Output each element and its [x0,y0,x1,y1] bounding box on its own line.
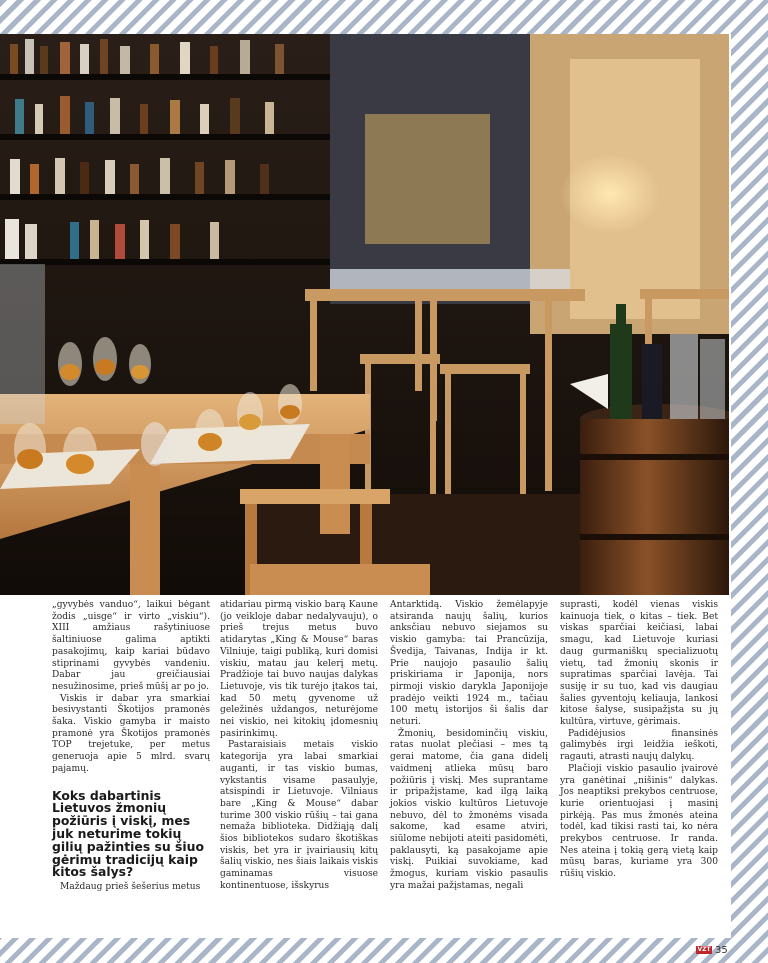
article-column-2 [220,600,378,893]
paragraph: Antarktidą. Viskio žemėlapyje atsiranda naujų šalių, kurios anksčiau nebuvo siejamos su viskio gamyba: tai Prancūzija, Švedija, Taivanas, Indija ir kt. Prie naujojo pasaulio šalių priskiriama ir Japonija, nors pirmoji viskio darykla Japonijoje pradėjo veikti 1924 m., tačiau 100 metų istorijos ši šalis dar neturi. [390,600,548,728]
paragraph: „gyvybės vanduo“, laikui bėgant žodis „uisge“ ir virto „viskiu“). XIII amžiaus rašytiniuose šaltiniuose galima aptikti pasakojimų, kaip kariai būdavo stiprinami gyvybės vandeniu. Dabar jau greičiausiai nesužinosime, prieš mūšį ar po jo. [52,600,210,692]
bar-interior-photo [0,34,729,595]
paragraph: atidariau pirmą viskio barą Kaune (jo veikloje dabar nedalyvauju), o prieš trejus metus buvo atidarytas „King & Mouse“ baras Vilniuje, taigi publiką, kuri domisi viskiu, matau jau kelerį metų. Pradžioje tai buvo naujas dalykas Lietuvoje, vis tik turėjo įtakos tai, kad 50 metų gyvenome už geležinės uždangos, neturėjome nei viskio, nei kitokių įdomesnių pasirinkimų. [220,600,378,739]
paragraph: Maždaug prieš šešerius metus [60,882,201,893]
paragraph: Pastaraisiais metais viskio kategorija yra labai smarkiai auganti, ir tas viskio bumas, vykstantis visame pasaulyje, atsispindi ir Lietuvoje. Vilniaus bare „King & Mouse“ dabar turime 300 viskio rūšių – tai gana nemaža biblioteka. Didžiąją dalį šios bibliotekos sudaro škotiškas viskis, bet yra ir įvairiausių kitų šalių viskio, nes šiais laikais viskis gaminamas visuose kontinentuose, išskyrus [220,740,378,891]
interview-question: Koks dabartinis Lietuvos žmonių požiūris į viskį, mes juk neturime tokių gilių pažinties su šiuo gėrimu tradicijų kaip kitos šalys? [52,787,204,880]
article-column-3 [390,600,548,893]
page-folio [696,944,728,956]
paragraph: Plačioji viskio pasaulio įvairovė yra ganėtinai „nišinis“ dalykas. Jos neaptiksi prekybos centruose, kurie orientuojasi į masinį pirkėją. Pas mus žmonės ateina todėl, kad tikisi rasti tai, ko nėra prekybos centruose. Ir randa. Nes ateina į tokią gerą vietą kaip mūsų baras, kuriame yra 300 rūšių viskio. [560,763,718,880]
paragraph: Viskis ir dabar yra smarkiai besivystanti Škotijos pramonės šaka. Viskio gamyba ir maisto pramonė yra Škotijos pramonės TOP trejetuke, per metus generuoja apie 5 mlrd. svarų pajamų. [52,693,210,774]
page-number: 35 [715,944,728,956]
paragraph: Žmonių, besidominčių viskiu, ratas nuolat plečiasi – mes tą gerai matome, čia gana didelį vaidmenį atlieka mūsų baro požiūris į viskį. Mes suprantame ir pripažįstame, kad ilgą laiką jokios viskio kultūros Lietuvoje nebuvo, dėl to žmonėms visada sakome, kad esame atviri, siūlome nebijoti ateiti pasidomėti, paklausyti, ką pasakojame apie viskį. Puikiai suvokiame, kad žmogus, kuriam viskio pasaulis yra mažai pažįstamas, negali [390,728,548,891]
article-column-4 [560,600,718,881]
magazine-logo: VZT [697,946,711,953]
article-column-1 [52,600,210,894]
paragraph: Padidėjusios finansinės galimybės irgi leidžia ieškoti, ragauti, atrasti naujų dalykų. [560,728,718,763]
paragraph: suprasti, kodėl vienas viskis kainuoja tiek, o kitas – tiek. Bet viskas sparčiai keičiasi, labai smagu, kad Lietuvoje kuriasi daug gurmaniškų specializuotų vietų, tad žmonių skonis ir supratimas sparčiai lavėja. Tai susiję ir su tuo, kad vis daugiau šalies gyventojų keliauja, lankosi kitose šalyse, susipažįsta su jų kultūra, virtuve, gėrimais. [560,600,718,728]
